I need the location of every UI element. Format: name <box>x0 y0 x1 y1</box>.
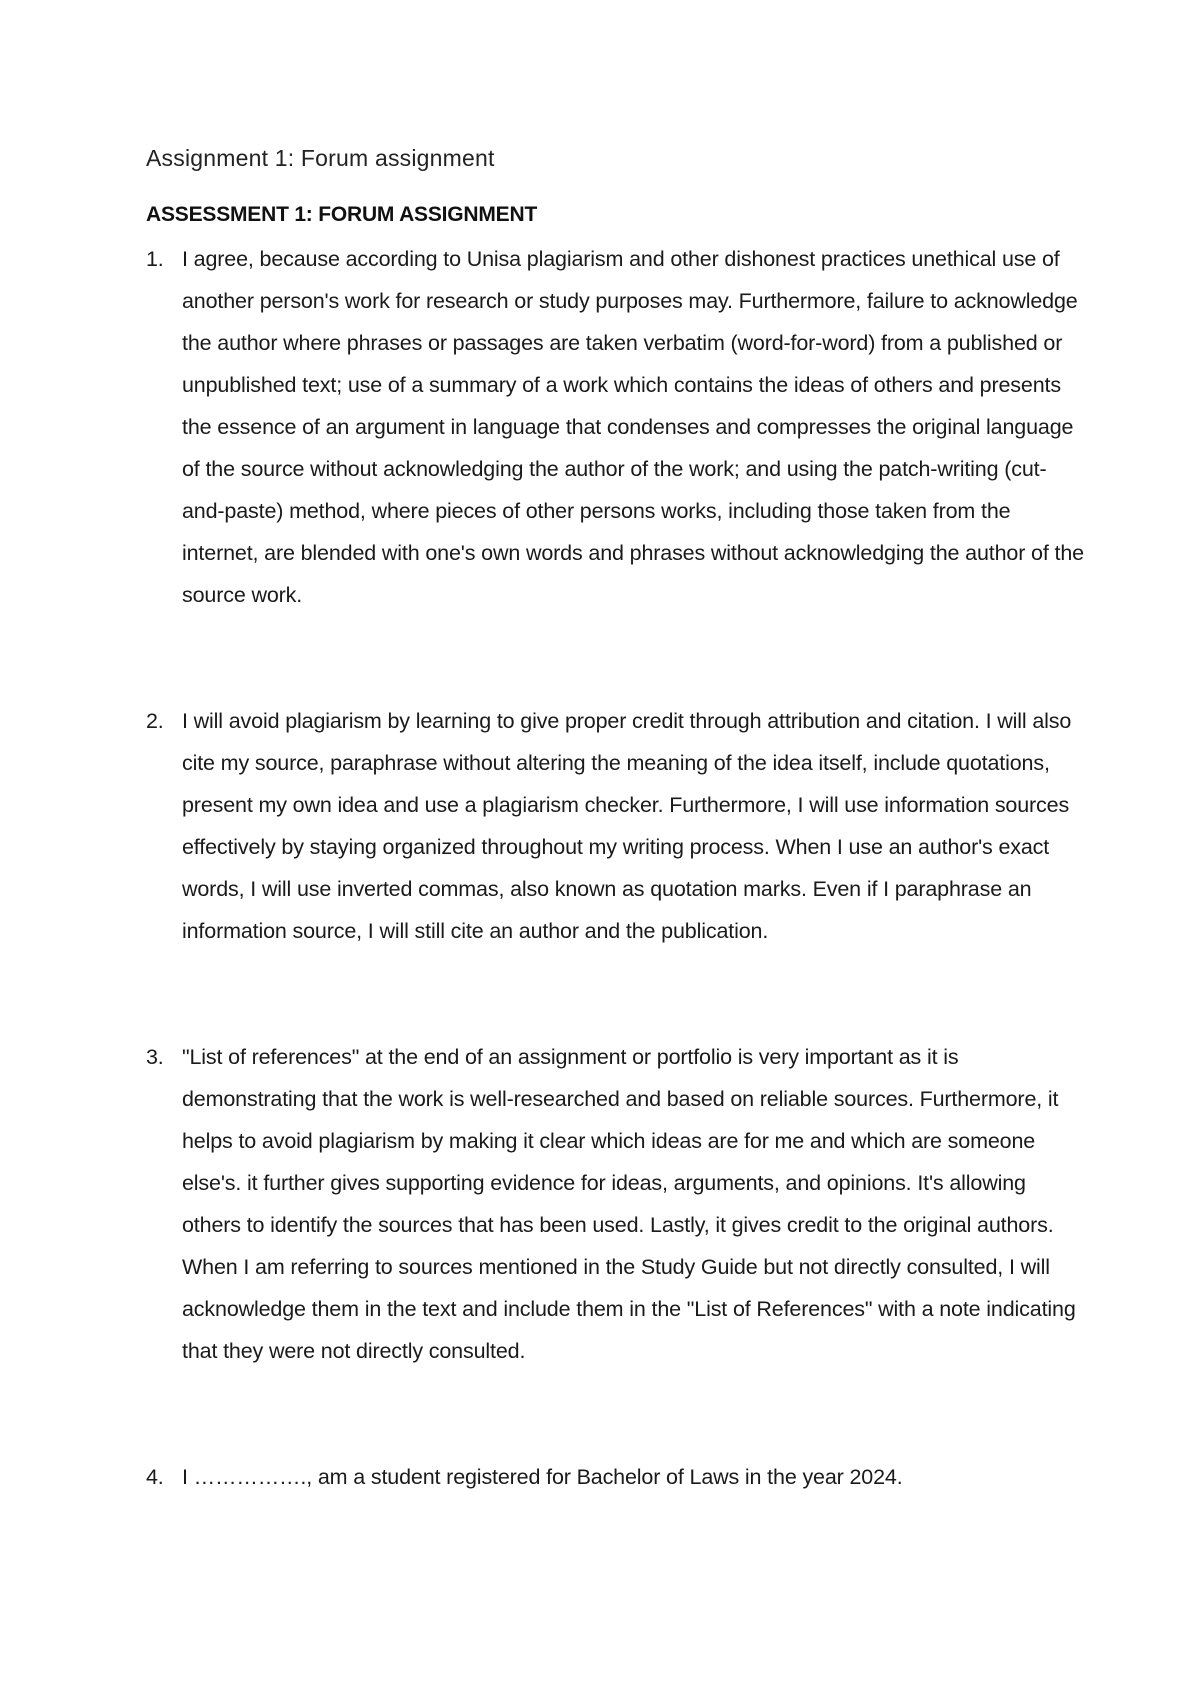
answer-list-3 <box>146 1036 1086 1372</box>
item-text: I ……………., am a student registered for Bachelor of Laws in the year 2024. <box>182 1465 903 1489</box>
answer-item-4 <box>146 1456 1086 1498</box>
item-number: 1. <box>146 247 164 271</box>
item-text: "List of references" at the end of an assignment or portfolio is very important as it is demonstrating that the work is well-researched and based on reliable sources. Furthermore, it helps to avoid plagiarism by making it clear which ideas are for me and which are someone else's. it further gives supporting evidence for ideas, arguments, and opinions. It's allowing others to identify the sources that has been used. Lastly, it gives credit to the original authors. When I am referring to sources mentioned in the Study Guide but not directly consulted, I will acknowledge them in the text and include them in the "List of References" with a note indicating that they were not directly consulted. <box>182 1045 1076 1363</box>
item-text: I will avoid plagiarism by learning to give proper credit through attribution and citation. I will also cite my source, paraphrase without altering the meaning of the idea itself, include quotations, present my own idea and use a plagiarism checker. Furthermore, I will use information sources effectively by staying organized throughout my writing process. When I use an author's exact words, I will use inverted commas, also known as quotation marks. Even if I paraphrase an information source, I will still cite an author and the publication. <box>182 709 1072 943</box>
document-title: Assignment 1: Forum assignment <box>146 145 495 171</box>
answer-item-1 <box>146 238 1086 616</box>
answer-item-3 <box>146 1036 1086 1372</box>
answer-list-1 <box>146 238 1086 616</box>
answer-list-2 <box>146 700 1086 952</box>
item-number: 4. <box>146 1465 164 1489</box>
answer-list-4 <box>146 1456 1086 1498</box>
item-number: 3. <box>146 1045 164 1069</box>
assessment-heading: ASSESSMENT 1: FORUM ASSIGNMENT <box>146 203 538 226</box>
answer-item-2 <box>146 700 1086 952</box>
item-number: 2. <box>146 709 164 733</box>
item-text: I agree, because according to Unisa plagiarism and other dishonest practices unethical use of another person's work for research or study purposes may. Furthermore, failure to acknowledge the author where phrases or passages are taken verbatim (word-for-word) from a published or unpublished text; use of a summary of a work which contains the ideas of others and presents the essence of an argument in language that condenses and compresses the original language of the source without acknowledging the author of the work; and using the patch-writing (cut-and-paste) method, where pieces of other persons works, including those taken from the internet, are blended with one's own words and phrases without acknowledging the author of the source work. <box>182 247 1084 607</box>
